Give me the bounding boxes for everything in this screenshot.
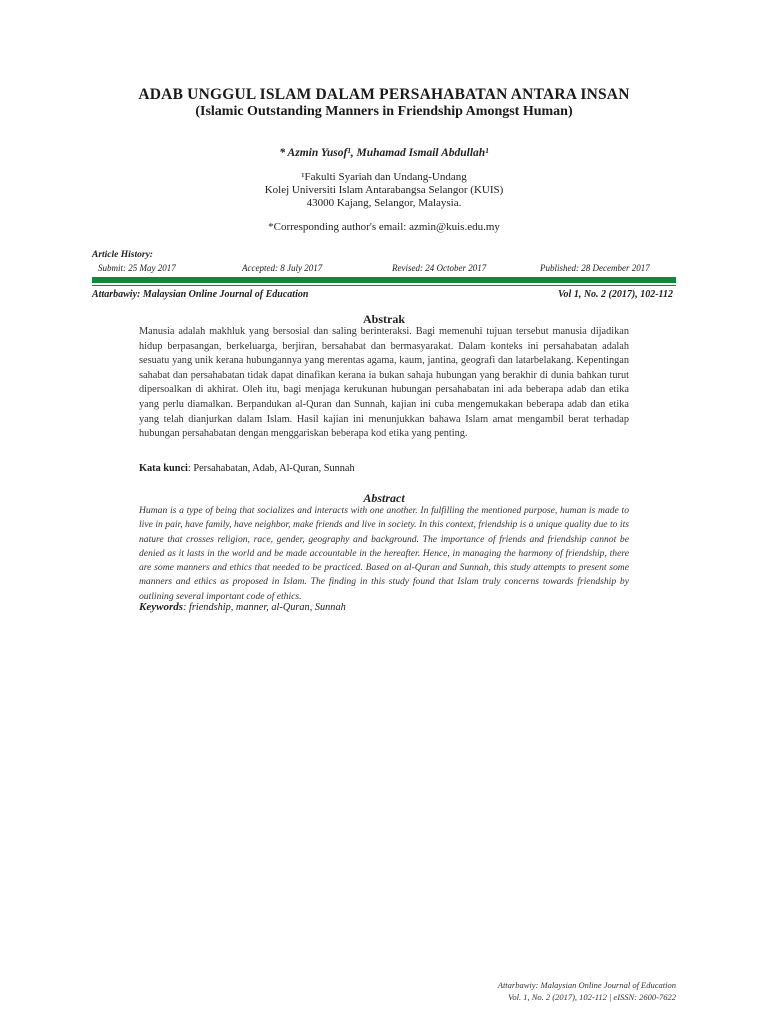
header-divider-thick: [92, 277, 676, 283]
abstract-keywords-list: : friendship, manner, al-Quran, Sunnah: [183, 602, 346, 613]
abstrak-body: Manusia adalah makhluk yang bersosial dan saling berinteraksi. Bagi memenuhi tujuan tersebut manusia dijadikan hidup berpasangan, berkeluarga, berjiran, bersahabat dan bermasyarakat. Dalam konteks ini persahabatan adalah sesuatu yang unik kerana hubungannya yang merentas agama, kaum, jantina, geografi dan latarbelakang. Kepentingan sahabat dan persahabatan tidak dapat dinafikan kerana ia bukan sahaja hubungan yang berakhir di dunia bahkan turut dipersoalkan di akhirat. Oleh itu, bagi menjaga kerukunan hubungan persahabatan ini ada beberapa adab dan etika yang perlu diamalkan. Berpandukan al-Quran dan Sunnah, kajian ini cuba mengemukakan beberapa adab dan etika yang telah dianjurkan dalam Islam. Hasil kajian ini menunjukkan bahawa Islam amat mengambil berat terhadap hubungan persahabatan dengan menggariskan beberapa kod etika yang penting.: [139, 326, 629, 440]
abstract-heading: Abstract: [363, 491, 405, 505]
paper-subtitle: (Islamic Outstanding Manners in Friendship Amongst Human): [195, 104, 573, 119]
footer-journal: Attarbawiy: Malaysian Online Journal of Education: [497, 980, 676, 990]
affiliation-institution: Kolej Universiti Islam Antarabangsa Selangor (KUIS): [264, 184, 504, 196]
footer-issue: Vol. 1, No. 2 (2017), 102-112 | eISSN: 2600-7622: [508, 992, 676, 1002]
history-submit-date: Submit: 25 May 2017: [98, 263, 176, 273]
history-published-date: Published: 28 December 2017: [540, 263, 650, 273]
paper-title: ADAB UNGGUL ISLAM DALAM PERSAHABATAN ANTARA INSAN: [138, 86, 630, 103]
abstrak-keywords-list: : Persahabatan, Adab, Al-Quran, Sunnah: [187, 463, 355, 474]
header-divider-thin: [92, 285, 676, 286]
history-accepted-date: Accepted: 8 July 2017: [242, 263, 323, 273]
abstrak-heading: Abstrak: [362, 312, 405, 326]
author-list: * Azmin Yusof¹, Muhamad Ismail Abdullah¹: [279, 147, 489, 159]
article-history-label: Article History:: [92, 250, 153, 260]
affiliation-address: 43000 Kajang, Selangor, Malaysia.: [306, 197, 462, 209]
history-revised-date: Revised: 24 October 2017: [392, 263, 487, 273]
abstract-keywords: [139, 601, 629, 613]
affiliation-faculty: ¹Fakulti Syariah dan Undang-Undang: [301, 171, 467, 183]
corresponding-email: *Corresponding author's email: azmin@kuis.edu.my: [268, 221, 500, 233]
abstract-body: Human is a type of being that socializes and interacts with one another. In fulfilling the mentioned purpose, human is made to live in pair, have family, have neighbor, make friends and live in society. In this context, friendship is a unique quality due to its nature that crosses religion, race, gender, geography and background. The importance of friends and friendship cannot be denied as it lasts in the world and be made accountable in the hereafter. Hence, in managing the harmony of friendship, there are some manners and ethics that needed to be practiced. Based on al-Quran and Sunnah, this study attempts to present some manners and ethics as proposed in Islam. The finding in this study found that Islam truly concerns towards friendship by outlining several important code of ethics.: [139, 505, 629, 602]
journal-name: Attarbawiy: Malaysian Online Journal of Education: [92, 289, 309, 300]
abstrak-keywords: [139, 463, 629, 474]
journal-volume: Vol 1, No. 2 (2017), 102-112: [558, 289, 673, 300]
abstract-keywords-label: Keywords: [139, 601, 183, 613]
abstrak-keywords-label: Kata kunci: [139, 463, 188, 474]
